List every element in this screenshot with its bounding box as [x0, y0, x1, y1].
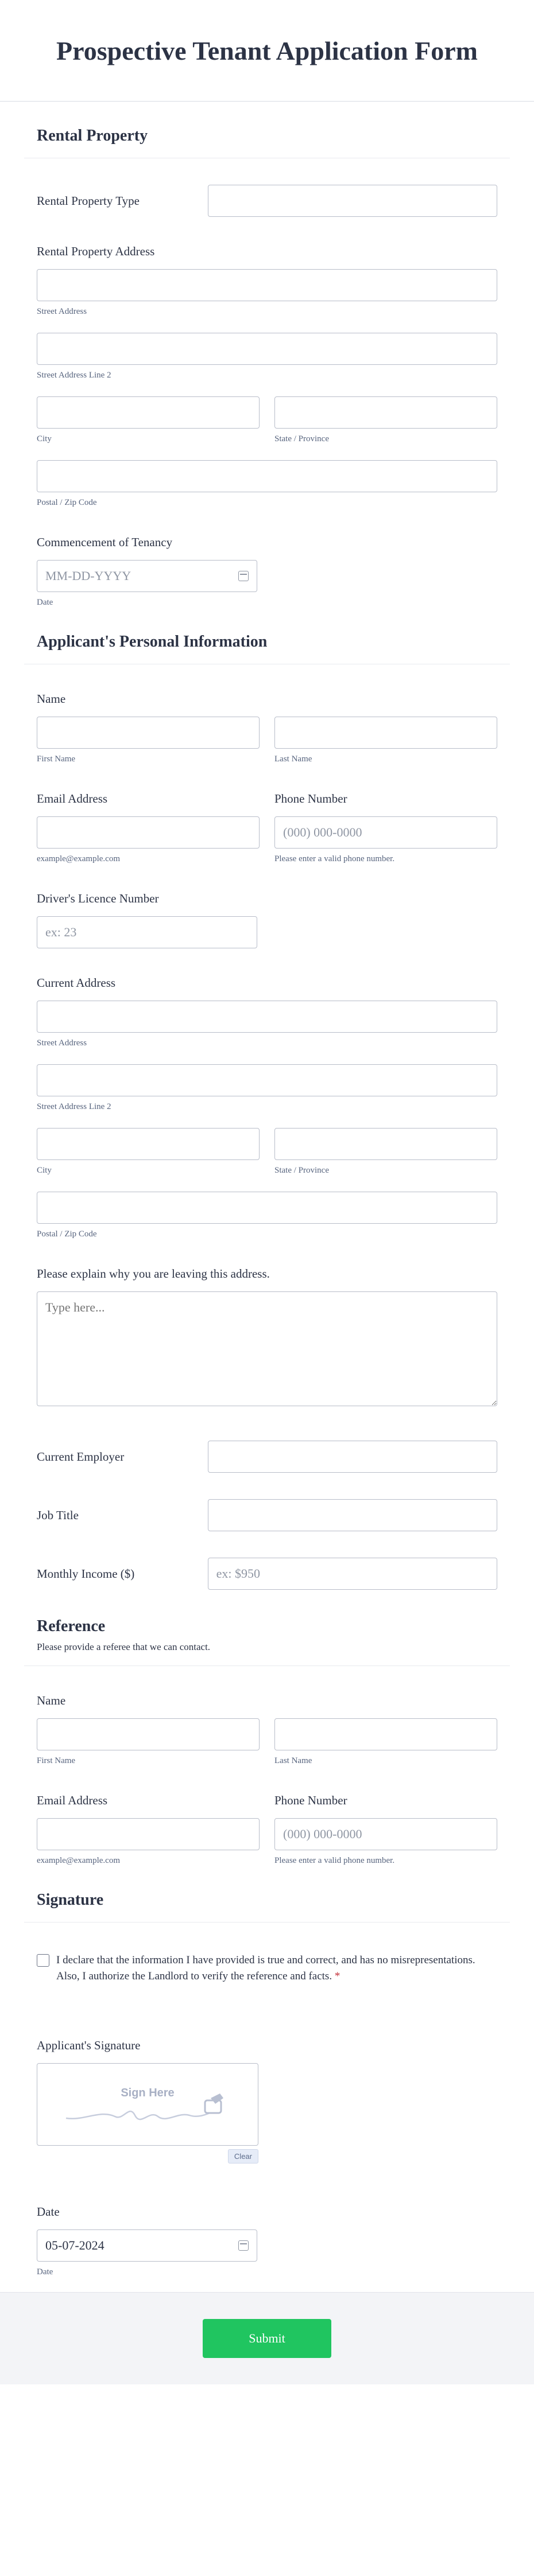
rental-address-label: Rental Property Address	[37, 244, 155, 258]
current-state-col	[274, 1128, 497, 1176]
applicant-name-label: Name	[37, 692, 66, 706]
declaration-row	[37, 1952, 497, 1984]
current-city-col	[37, 1128, 260, 1176]
current-street2-input[interactable]	[37, 1064, 497, 1096]
reference-phone-label: Phone Number	[274, 1793, 347, 1807]
rental-property-type-row	[37, 185, 497, 217]
commencement-date-input[interactable]	[37, 560, 257, 592]
licence-input[interactable]	[37, 916, 257, 948]
signature-date-field	[37, 2205, 497, 2277]
clear-wrap	[37, 2149, 258, 2163]
signature-date-sublabel: Date	[37, 2267, 53, 2277]
reference-contact-row	[37, 1793, 497, 1866]
applicant-name-row	[37, 717, 497, 764]
rental-street-sublabel: Street Address	[37, 307, 87, 316]
applicant-first-name-input[interactable]	[37, 717, 260, 749]
page-title: Prospective Tenant Application Form	[56, 36, 478, 65]
applicant-phone-sublabel: Please enter a valid phone number.	[274, 854, 395, 863]
rental-street2-sublabel: Street Address Line 2	[37, 371, 111, 380]
form-body	[0, 102, 534, 2277]
signature-scribble-icon	[37, 2064, 259, 2146]
current-street-row	[37, 1001, 497, 1048]
leaving-reason-textarea[interactable]	[37, 1291, 497, 1406]
applicant-phone-label: Phone Number	[274, 792, 347, 806]
applicant-phone-placeholder: (000) 000-0000	[283, 825, 362, 839]
employer-input[interactable]	[208, 1441, 497, 1473]
rental-address-field	[37, 244, 497, 508]
commencement-placeholder: MM-DD-YYYY	[45, 569, 131, 583]
rental-street2-row	[37, 333, 497, 380]
section-personal-info	[24, 608, 510, 664]
income-row	[37, 1558, 497, 1590]
current-street-sublabel: Street Address	[37, 1038, 87, 1048]
sign-here-text: Sign Here	[121, 2087, 175, 2099]
form-header	[0, 0, 534, 102]
rental-street-input[interactable]	[37, 269, 497, 301]
reference-name-row	[37, 1718, 497, 1766]
applicant-first-col	[37, 717, 260, 764]
section-heading: Reference	[37, 1617, 106, 1635]
section-rental-property	[24, 102, 510, 158]
applicant-email-col	[37, 792, 260, 864]
clear-signature-button[interactable]: Clear	[228, 2149, 258, 2163]
employer-row	[37, 1441, 497, 1473]
calendar-icon[interactable]	[238, 571, 249, 581]
applicant-last-sublabel: Last Name	[274, 754, 312, 764]
signature-date-input[interactable]	[37, 2229, 257, 2262]
reference-email-label: Email Address	[37, 1793, 108, 1807]
rental-state-sublabel: State / Province	[274, 434, 329, 443]
commencement-field	[37, 535, 497, 608]
current-street2-sublabel: Street Address Line 2	[37, 1102, 111, 1111]
signature-date-value: 05-07-2024	[45, 2238, 105, 2252]
form-footer	[0, 2292, 534, 2384]
declaration-text-wrap	[56, 1952, 497, 1984]
reference-last-col	[274, 1718, 497, 1766]
current-city-state-row	[37, 1128, 497, 1176]
commencement-sublabel: Date	[37, 598, 53, 607]
rental-zip-row	[37, 460, 497, 508]
applicant-last-name-input[interactable]	[274, 717, 497, 749]
current-street2-row	[37, 1064, 497, 1112]
current-state-input[interactable]	[274, 1128, 497, 1160]
current-zip-row	[37, 1192, 497, 1239]
applicant-email-input[interactable]	[37, 816, 260, 849]
declaration-checkbox[interactable]	[37, 1954, 49, 1967]
rental-property-type-input[interactable]	[208, 185, 497, 217]
licence-placeholder: ex: 23	[45, 925, 77, 939]
required-mark: *	[334, 1970, 340, 1982]
reference-name-label: Name	[37, 1694, 66, 1707]
applicant-email-label: Email Address	[37, 792, 108, 806]
reference-last-sublabel: Last Name	[274, 1756, 312, 1765]
job-title-label: Job Title	[37, 1508, 79, 1522]
rental-street2-input[interactable]	[37, 333, 497, 365]
reference-email-sublabel: example@example.com	[37, 1856, 121, 1865]
signature-date-label: Date	[37, 2205, 60, 2219]
reference-email-col	[37, 1793, 260, 1866]
reference-first-sublabel: First Name	[37, 1756, 76, 1765]
current-state-sublabel: State / Province	[274, 1166, 329, 1175]
signature-pad[interactable]	[37, 2063, 258, 2146]
reference-first-col	[37, 1718, 260, 1766]
applicant-name-field	[37, 692, 497, 764]
reference-last-name-input[interactable]	[274, 1718, 497, 1750]
current-zip-sublabel: Postal / Zip Code	[37, 1229, 97, 1239]
current-street-input[interactable]	[37, 1001, 497, 1033]
reference-email-input[interactable]	[37, 1818, 260, 1850]
reference-phone-col	[274, 1793, 497, 1866]
income-label: Monthly Income ($)	[37, 1566, 135, 1581]
applicant-email-sublabel: example@example.com	[37, 854, 121, 863]
leaving-reason-field	[37, 1267, 497, 1406]
section-subheading: Please provide a referee that we can contact.	[37, 1641, 211, 1652]
job-title-row	[37, 1499, 497, 1531]
income-input[interactable]	[208, 1558, 497, 1590]
applicant-first-sublabel: First Name	[37, 754, 76, 764]
declaration-text: I declare that the information I have provided is true and correct, and has no misrepresentations. Also, I authorize the Landlord to verify the reference and facts.	[56, 1954, 475, 1982]
rental-city-input[interactable]	[37, 396, 260, 429]
rental-state-input[interactable]	[274, 396, 497, 429]
reference-phone-placeholder: (000) 000-0000	[283, 1827, 362, 1841]
current-zip-input[interactable]	[37, 1192, 497, 1224]
rental-zip-sublabel: Postal / Zip Code	[37, 498, 97, 507]
section-heading: Rental Property	[37, 127, 148, 145]
section-heading: Applicant's Personal Information	[37, 633, 268, 651]
applicant-phone-col	[274, 792, 497, 864]
submit-button[interactable]: Submit	[203, 2319, 331, 2358]
current-city-sublabel: City	[37, 1166, 52, 1175]
applicant-contact-row	[37, 792, 497, 864]
applicant-phone-input[interactable]	[274, 816, 497, 849]
reference-first-name-input[interactable]	[37, 1718, 260, 1750]
current-address-label: Current Address	[37, 976, 116, 990]
commencement-label: Commencement of Tenancy	[37, 535, 173, 549]
reference-phone-sublabel: Please enter a valid phone number.	[274, 1856, 395, 1865]
rental-city-sublabel: City	[37, 434, 52, 443]
rental-city-col	[37, 396, 260, 444]
rental-zip-input[interactable]	[37, 460, 497, 492]
rental-state-col	[274, 396, 497, 444]
signature-label: Applicant's Signature	[37, 2038, 141, 2052]
rental-street-row	[37, 269, 497, 317]
income-placeholder: ex: $950	[216, 1566, 260, 1581]
section-signature	[24, 1866, 510, 1923]
current-address-field	[37, 976, 497, 1239]
section-heading: Signature	[37, 1891, 104, 1909]
rental-city-state-row	[37, 396, 497, 444]
calendar-icon[interactable]	[238, 2240, 249, 2251]
reference-name-field	[37, 1694, 497, 1766]
licence-label: Driver's Licence Number	[37, 892, 159, 905]
leaving-reason-label: Please explain why you are leaving this address.	[37, 1267, 270, 1281]
reference-phone-input[interactable]	[274, 1818, 497, 1850]
applicant-last-col	[274, 717, 497, 764]
employer-label: Current Employer	[37, 1449, 125, 1464]
signature-field	[37, 2038, 497, 2163]
job-title-input[interactable]	[208, 1499, 497, 1531]
licence-field	[37, 892, 497, 948]
current-city-input[interactable]	[37, 1128, 260, 1160]
rental-property-type-label: Rental Property Type	[37, 193, 140, 208]
section-reference	[24, 1590, 510, 1666]
